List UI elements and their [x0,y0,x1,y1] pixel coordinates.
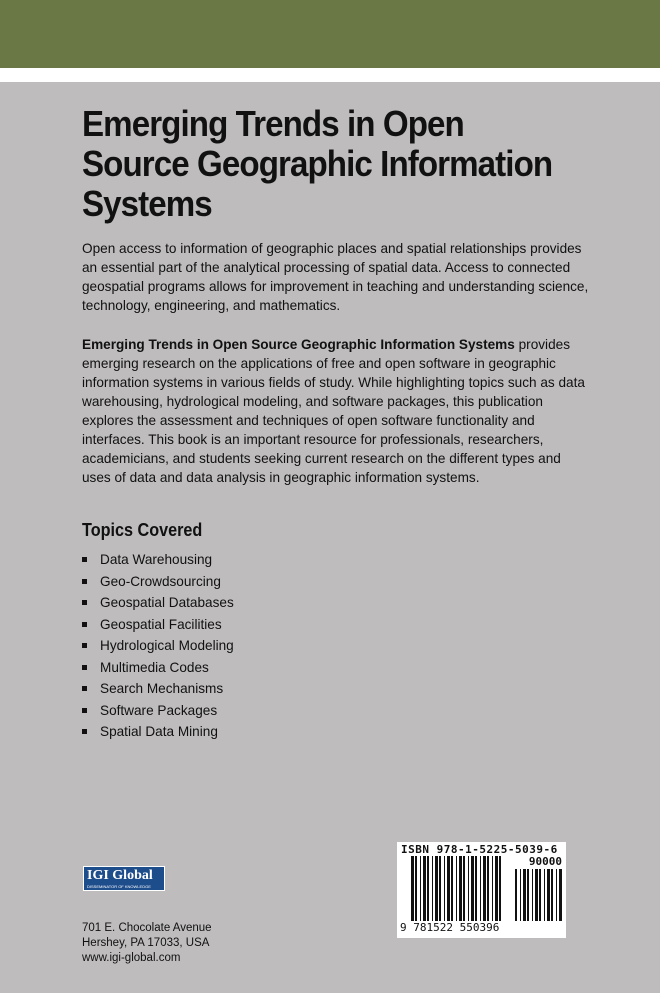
barcode-bar [544,869,545,921]
barcode-bar [487,856,489,921]
topic-item [82,721,234,743]
barcode-bar [515,869,517,921]
barcode-bar [527,869,529,921]
barcode-bar [411,856,414,921]
topic-label: Spatial Data Mining [100,724,218,739]
topic-item [82,657,234,679]
publisher-address [82,921,212,966]
barcode-bar [415,856,417,921]
bullet-icon [82,579,87,584]
white-stripe [0,68,660,82]
topic-item [82,635,234,657]
barcode-bar [520,869,521,921]
bullet-icon [82,643,87,648]
topic-label: Geospatial Databases [100,595,234,610]
topic-label: Search Mechanisms [100,681,224,696]
barcode-bar [475,856,477,921]
topic-label: Software Packages [100,702,218,718]
book-title-inline: Emerging Trends in Open Source Geographic Information Systems [82,337,515,352]
bullet-icon [82,665,87,670]
barcode-bar [435,856,438,921]
bullet-icon [82,708,87,713]
isbn-barcode [397,842,566,938]
price-barcode-bars [515,869,562,921]
price-code: 90000 [528,855,562,868]
barcode-digits: 9 781522 550396 [400,921,500,934]
barcode-bar [420,856,421,921]
isbn-text: ISBN 978-1-5225-5039-6 [401,843,558,856]
description-paragraph-1: Open access to information of geographic places and spatial relationships provides an essential part of the analytical processing of spatial data. Access to connected geospatial programs allows for improvement in teaching and understanding science, technology, engineering, and mathematics. [82,241,589,313]
topic-label: Geospatial Facilities [100,616,222,632]
book-title: Emerging Trends in Open Source Geographic Information Systems [82,103,553,224]
topic-label: Data Warehousing [100,552,213,567]
bullet-icon [82,686,87,691]
bullet-icon [82,622,87,627]
barcode-bar [463,856,465,921]
topic-item [82,700,234,722]
topic-label: Hydrological Modeling [100,638,234,653]
barcode-bar [447,856,450,921]
top-color-band [0,0,660,68]
paragraph-2-text: provides emerging research on the applications of free and open software in geographic information systems in various fields of study. While highlighting topics such as data warehousing, hydrological modeling, and software packages, this publication explores the assessment and techniques of open software functionality and interfaces. This book is an important resource for professionals, researchers, academicians, and students seeking current research on the different types and uses of data and data analysis in geographic information systems. [82,337,585,485]
barcode-bar [480,856,481,921]
barcode-bar [523,869,526,921]
barcode-bar [468,856,469,921]
barcode-bar [499,856,501,921]
barcode-bar [551,869,553,921]
barcode-bar [439,856,441,921]
barcode-bar [535,869,538,921]
barcode-bar [547,869,550,921]
topic-label: Geo-Crowdsourcing [100,573,221,589]
barcode-bar [559,869,562,921]
description-paragraph-2 [82,335,592,487]
address-line-1: 701 E. Chocolate Avenue [82,922,212,934]
barcode-bar [451,856,453,921]
bullet-icon [82,557,87,562]
barcode-bar [432,856,433,921]
topic-item [82,678,234,700]
topic-item [82,571,234,593]
barcode-bar [471,856,474,921]
barcode-bar [427,856,429,921]
barcode-bar [456,856,457,921]
barcode-bar [495,856,498,921]
barcode-bar [483,856,486,921]
topic-item [82,549,234,571]
address-line-2: Hershey, PA 17033, USA [82,937,210,949]
bullet-icon [82,600,87,605]
barcode-bar [423,856,426,921]
barcode-bar [556,869,557,921]
topics-list [82,549,234,743]
barcode-bars [411,856,501,921]
website: www.igi-global.com [82,952,181,964]
logo-name: IGI Global [87,868,153,883]
bullet-icon [82,729,87,734]
logo-tagline: DISSEMINATOR OF KNOWLEDGE [87,884,151,889]
topic-item [82,614,234,636]
barcode-bar [532,869,533,921]
barcode-bar [444,856,445,921]
barcode-bar [492,856,493,921]
barcode-bar [459,856,462,921]
topics-heading: Topics Covered [82,520,203,540]
topic-label: Multimedia Codes [100,659,209,675]
igi-global-logo [83,866,165,891]
topic-item [82,592,234,614]
barcode-bar [539,869,541,921]
